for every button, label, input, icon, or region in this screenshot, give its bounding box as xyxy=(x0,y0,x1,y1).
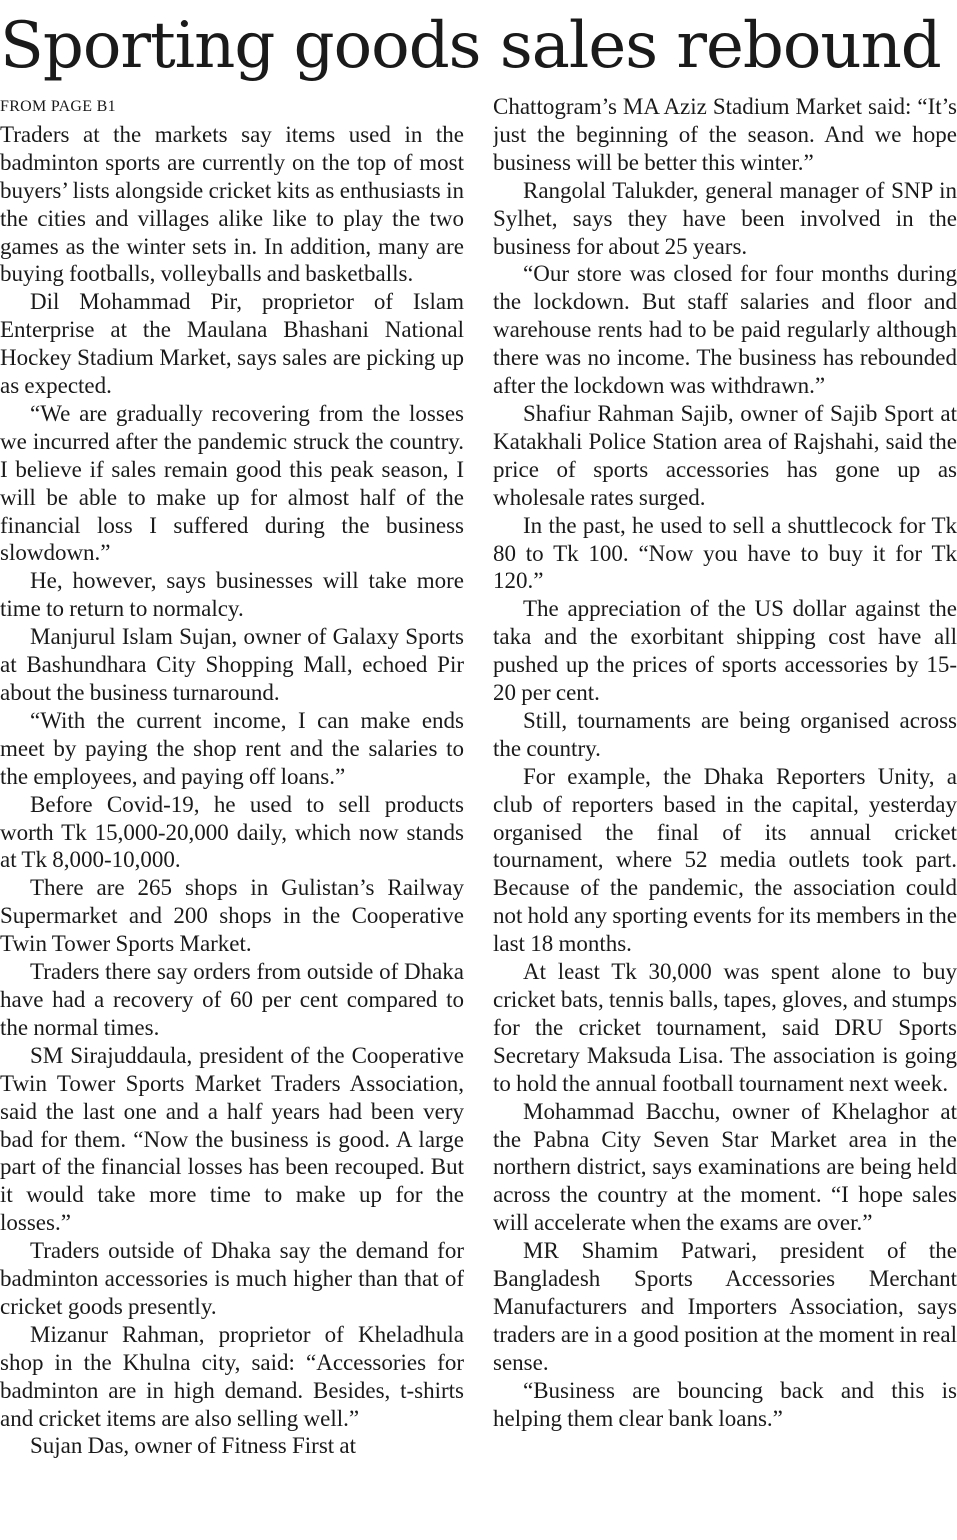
paragraph: Still, tournaments are being organised across the country. xyxy=(493,707,957,761)
article-column-left xyxy=(0,93,464,1540)
paragraph: Mohammad Bacchu, owner of Khelaghor at the Pabna City Seven Star Market area in the northern district, says examinations are being held across the country at the moment. “I hope sales will accelerate when the exams are over.” xyxy=(493,1098,957,1236)
paragraph: Rangolal Talukder, general manager of SNP in Sylhet, says they have been involved in the business for about 25 years. xyxy=(493,177,957,259)
paragraph: Sujan Das, owner of Fitness First at xyxy=(30,1433,357,1459)
article-column-right xyxy=(493,93,957,1540)
paragraph: “With the current income, I can make ends meet by paying the shop rent and the salaries to the employees, and paying off loans.” xyxy=(0,707,464,789)
paragraph: For example, the Dhaka Reporters Unity, a club of reporters based in the capital, yesterday organised the final of its annual cricket tournament, where 52 media outlets took part. Because of the pandemic, the association could not hold any sporting events for its members in the last 18 months. xyxy=(493,763,957,957)
paragraph: He, however, says businesses will take more time to return to normalcy. xyxy=(0,568,464,622)
paragraph: “Our store was closed for four months during the lockdown. But staff salaries and floor and warehouse rents had to be paid regularly although there was no income. The business has rebounded after the lockdown was withdrawn.” xyxy=(493,261,957,399)
paragraph: In the past, he used to sell a shuttlecock for Tk 80 to Tk 100. “Now you have to buy it for Tk 120.” xyxy=(493,512,957,594)
paragraph: Traders outside of Dhaka say the demand for badminton accessories is much higher than that of cricket goods presently. xyxy=(0,1238,464,1319)
paragraph: Dil Mohammad Pir, proprietor of Islam Enterprise at the Maulana Bhashani National Hockey Stadium Market, says sales are picking up as expected. xyxy=(0,289,464,399)
paragraph: Mizanur Rahman, proprietor of Kheladhula shop in the Khulna city, said: “Accessories for badminton are in high demand. Besides, t-shirts and cricket items are also selling well.” xyxy=(0,1321,464,1431)
paragraph: Manjurul Islam Sujan, owner of Galaxy Sports at Bashundhara City Shopping Mall, echoed Pir about the business turnaround. xyxy=(0,624,464,706)
paragraph: “Business are bouncing back and this is helping them clear bank loans.” xyxy=(493,1377,957,1431)
paragraph: Shafiur Rahman Sajib, owner of Sajib Sport at Katakhali Police Station area of Rajshahi, said the price of sports accessories has gone up as wholesale rates surged. xyxy=(493,400,957,510)
paragraph: There are 265 shops in Gulistan’s Railway Supermarket and 200 shops in the Cooperative Twin Tower Sports Market. xyxy=(0,875,464,957)
paragraph: SM Sirajuddaula, president of the Cooperative Twin Tower Sports Market Traders Association, said the last one and a half years had been very bad for them. “Now the business is good. A large part of the financial losses has been recouped. But it would take more time to make up for the losses.” xyxy=(0,1042,464,1236)
jump-line: FROM PAGE B1 xyxy=(0,98,116,115)
paragraph: Chattogram’s MA Aziz Stadium Market said: “It’s just the beginning of the season. And we hope business will be better this winter.” xyxy=(493,94,957,175)
paragraph: “We are gradually recovering from the losses we incurred after the pandemic struck the country. I believe if sales remain good this peak season, I will be able to make up for almost half of the financial loss I suffered during the business slowdown.” xyxy=(0,400,464,566)
paragraph: The appreciation of the US dollar against the taka and the exorbitant shipping cost have all pushed up the prices of sports accessories by 15-20 per cent. xyxy=(493,596,957,706)
paragraph: MR Shamim Patwari, president of the Bangladesh Sports Accessories Merchant Manufacturers and Importers Association, says traders are in a good position at the moment in real sense. xyxy=(493,1238,957,1375)
paragraph: Traders there say orders from outside of Dhaka have had a recovery of 60 per cent compared to the normal times. xyxy=(0,959,464,1040)
paragraph: At least Tk 30,000 was spent alone to buy cricket bats, tennis balls, tapes, gloves, and stumps for the cricket tournament, said DRU Sports Secretary Maksuda Lisa. The association is going to hold the annual football tournament next week. xyxy=(493,959,957,1096)
paragraph: Before Covid-19, he used to sell products worth Tk 15,000-20,000 daily, which now stands at Tk 8,000-10,000. xyxy=(0,791,464,873)
headline: Sporting goods sales rebound xyxy=(0,9,941,83)
paragraph: Traders at the markets say items used in the badminton sports are currently on the top of most buyers’ lists alongside cricket kits as enthusiasts in the cities and villages alike like to play the two games as the winter sets in. In addition, many are buying footballs, volleyballs and basketballs. xyxy=(0,121,464,287)
